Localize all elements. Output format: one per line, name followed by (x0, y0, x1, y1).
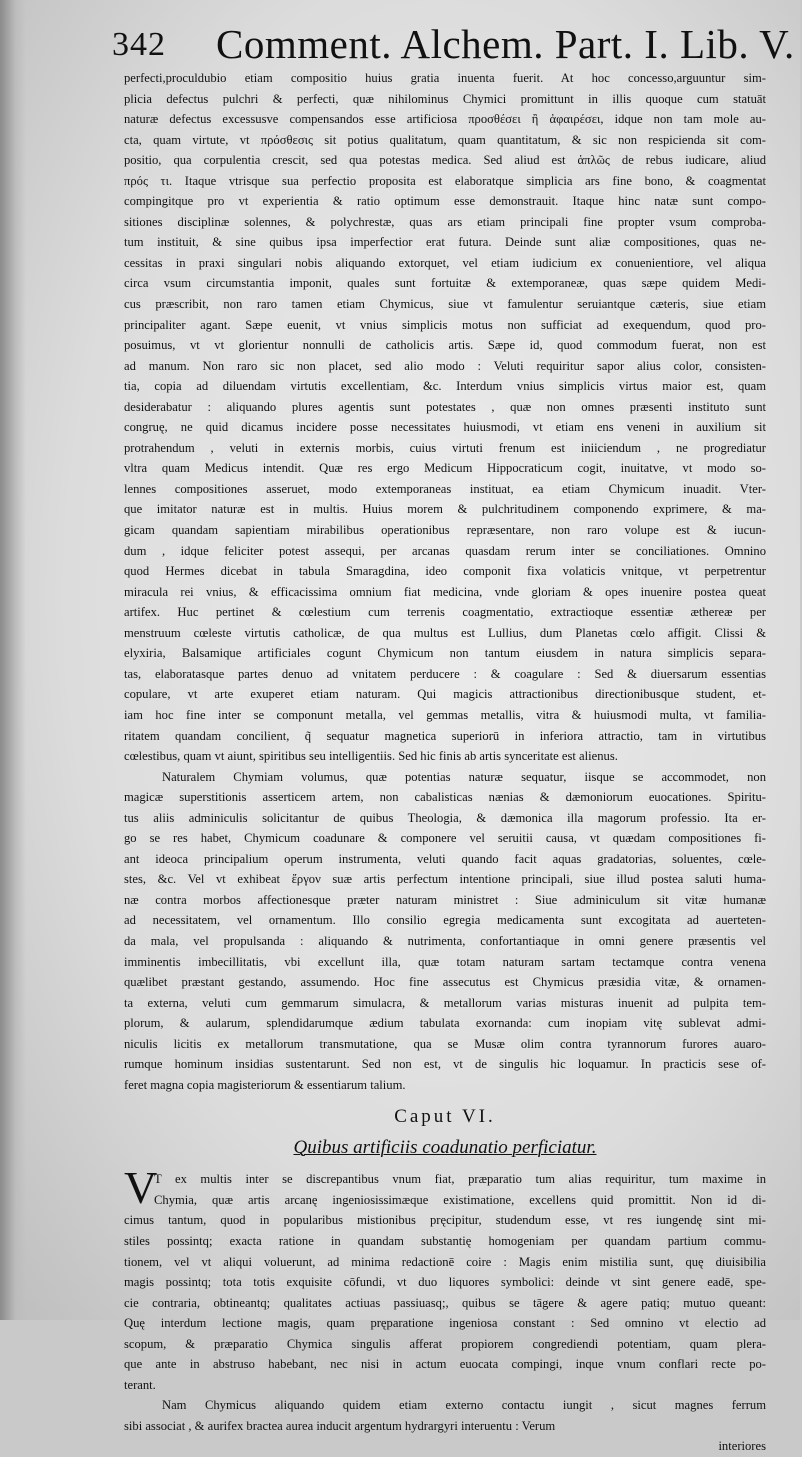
text-line: da mala, vel propulsanda : aliquando & nutrimenta, confortantiaque in omni genere præsentis vel (124, 933, 766, 948)
text-line: feret magna copia magisteriorum & essentiarum talium. (124, 1077, 406, 1092)
text-line: gicam quandam sapientiam mirabilibus operationibus repræsentare, non raro volupe est & iucun- (124, 523, 766, 538)
text-line: Quę interdum lectione magis, quam pręparatione ingeniosa constant : Sed omnino vt electio ad (124, 1316, 766, 1331)
paragraph-4 (124, 1395, 766, 1436)
text-line: Chymia, quæ artis arcanę ingeniosissimæque existimatione, excellens quid promittit. Non id di- (154, 1192, 766, 1207)
text-line: cimus tantum, quod in popularibus mistionibus pręcipitur, studendum esse, vt res iungendę sint mi- (124, 1213, 766, 1228)
text-line: tus aliis adminiculis solicitantur de quibus Theologia, & dæmonica illa magorum professio. Ita er- (124, 810, 766, 825)
text-line: cessitas in praxi singulari nobis aliquando extorquet, vel etiam iudicium ex conuenientiore, vel aliqua (124, 255, 766, 270)
text-line: næ contra morbos affectionesque præter naturam ministret : Siue adminiculum sit vitæ humanæ (124, 892, 766, 907)
text-line: miracula rei vnius, & efficacissima omnium fiat medicina, vnde gloriam & opes inuenire postea queat (124, 584, 766, 599)
text-line: stes, &c. Vel vt exhibeat ἔργον suæ artis perfectum intentione principali, siue illud postea saluti huma- (124, 872, 766, 887)
text-line: dum , idque feliciter potest assequi, per arcanas quasdam rerum inter se conciliationes. Omnino (124, 543, 766, 558)
chapter-title: Caput VI. (394, 1106, 496, 1128)
text-line: tionem, vel vt aliqui voluerunt, ad minima redactionē coire : Magis enim mistilia sunt, quę diuisibilia (124, 1254, 766, 1269)
text-line: que imitator naturæ est in multis. Huius morem & pulchritudinem componendo exprimere, & ma- (124, 502, 766, 517)
paragraph-3 (124, 1162, 766, 1395)
text-line: ad manum. Non raro sic non placet, sed alio modo : Veluti requiritur sapor alius color, consisten- (124, 358, 766, 373)
text-line: desiderabatur : aliquando plures agentis sunt potestates , quæ non omnes præsenti instituto sunt (124, 399, 766, 414)
page-number: 342 (112, 26, 166, 63)
text-line: cus præscribit, non raro tamen etiam Chymicus, siue vt famulentur seruiantque cæteris, siue etiam (124, 297, 766, 312)
text-line: ant ideoca principalium operum instrumenta, veluti quando facit aquas gradatorias, soluentes, cœle- (124, 851, 766, 866)
text-line: perfecti,proculdubio etiam compositio huius gratia inuenta fuerit. At hoc concesso,arguuntur sim- (124, 71, 766, 85)
drop-cap: V (124, 1162, 158, 1214)
text-line: scopum, & præparatio Chymica singulis afferat propiorem congrediendi potentiam, quam plera- (124, 1336, 766, 1351)
text-line: T ex multis inter se discrepantibus vnum fiat, præparatio tum alias requiritur, tum maxime in (154, 1172, 766, 1187)
catchword: interiores (718, 1439, 766, 1454)
text-line: naturæ defectus excessusve compensandos esse artificiosa προσθέσει ἢ ἀφαιρέσει, idque non tam mole au- (124, 112, 766, 127)
text-line: copulare, vt arte exuperet etiam naturam. Qui magicis attractionibus directionibusque student, et- (124, 687, 766, 702)
text-line: ad necessitatem, vel ornamentum. Illo consilio egregia medicamenta sunt excogitata ad auerteten- (124, 913, 766, 928)
paragraph-1 (124, 68, 766, 767)
text-line: imminentis imbecillitatis, vbi excellunt illa, quæ totam naturam sartam tectamque contra venena (124, 954, 766, 969)
text-line: que ante in abstruso habebant, nec nisi in actum euocata compingi, inque vnum conflari recte po- (124, 1357, 766, 1372)
paragraph-2 (124, 767, 766, 1096)
text-line: sitiones disciplinæ solennes, & polychrestæ, quas ars etiam principali fine propter vsum comproba- (124, 214, 766, 229)
text-line: compingitque pro vt experientia & ratio optimum esse demonstrauit. Itaque hinc natæ sunt compo- (124, 194, 766, 209)
text-line: vltra quam Medicus intendit. Quæ res ergo Medicum Hippocraticum cogit, inuitatve, vt modo so- (124, 461, 766, 476)
page-body (124, 68, 766, 1457)
running-head: Comment. Alchem. Part. I. Lib. V. (216, 21, 795, 67)
text-line: tia, copia ad diluendam virtutis excellentiam, &c. Interdum vnius simplicis virtus maior est, quam (124, 379, 766, 394)
text-line: plorum, & aularum, splendidarumque ædium tabulata exornanda: cum inopiam vitę sublevat admi- (124, 1016, 766, 1031)
text-line: principaliter agant. Sæpe euenit, vt vnius simplicis motus non sufficiat ad exequendum, quod pro- (124, 317, 766, 332)
text-line: iam hoc fine inter se componunt metalla, vel gemmas metallis, vitra & huiusmodi multa, vt familia- (124, 707, 766, 722)
text-line: plicia defectus pulchri & perfecti, quæ nihilominus Chymici promittunt in illis quoque cum statuāt (124, 91, 766, 106)
text-line: positio, qua corpulentia crescit, sed qua potestas medica. Sed aliud est ἁπλῶς de rebus iudicare, aliud (124, 153, 766, 168)
text-line: congruę, ne quid dicamus incidere posse necessitates huiusmodi, vt etiam ens veneni in auxilium sit (124, 420, 766, 435)
text-line: ritatem quandam concilient, q̃ sequatur magnetica superiorū in inferiora attractio, tam in virtutibus (124, 728, 766, 743)
text-line: πρός τι. Itaque vtrisque sua perfectio proposita est elaboratque simplicia ars fine bono, & coagmentat (124, 173, 766, 188)
text-line: menstruum cœleste virtutis catholicæ, de qua multus est Lullius, dum Planetas cœlo affigit. Clissi & (124, 625, 766, 640)
text-line: quod Hermes dicebat in tabula Smaragdina, ideo componit fixa volaticis vnitque, vt perpetrentur (124, 564, 766, 579)
text-line: cœlestibus, quam vt aiunt, spiritibus seu intelligentiis. Sed hic finis ab artis synceritate est alienus. (124, 749, 618, 764)
text-line: terant. (124, 1377, 156, 1392)
text-line: niculis licitis ex metallorum transmutatione, qua se Musæ olim contra tyrannorum furores auaro- (124, 1036, 766, 1051)
text-line: magis possintq; tota totis exquisite cōfundi, vt duo liquores symbolici: deinde vt sint genere eadē, spe- (124, 1275, 766, 1290)
text-line: artifex. Huc pertinet & cœlestium cum terrenis coagmentatio, extractioque essentiæ æthereæ per (124, 605, 766, 620)
text-line: elyxiria, Balsamique artificiales cogunt Chymicum non tantum eiusdem in natura simplicis separa- (124, 646, 766, 661)
text-line: rumque hominum insidias sustentarunt. Sed non est, vt de singulis hic loquamur. In practicis sese of- (124, 1057, 766, 1072)
text-line: Nam Chymicus aliquando quidem etiam externo contactu iungit , sicut magnes ferrum (162, 1398, 766, 1413)
text-line: circa vsum circumstantia imponit, quales sunt fortuitæ & extemporaneæ, quas sæpe quidem Medi- (124, 276, 766, 291)
text-line: Naturalem Chymiam volumus, quæ potentias naturæ sequatur, iisque se accommodet, non (162, 769, 766, 784)
chapter-subtitle: Quibus artificiis coadunatio perficiatur. (293, 1137, 597, 1159)
text-line: cta, quam virtute, vt πρόσθεσις sit potius qualitatum, quam quantitatum, & sic non respicienda sit com- (124, 132, 766, 147)
page-header (112, 20, 802, 68)
page-gutter-shadow (0, 0, 26, 1320)
text-line: protrahendum , veluti in externis morbis, cuius virtuti frenum est iniiciendum , ne progrediatur (124, 440, 766, 455)
text-line: posuimus, vt vt glorientur nonnulli de catholicis artis. Sæpe id, quod commodum fuerat, non est (124, 338, 766, 353)
text-line: quælibet præstant gestando, assumendo. Hoc fine assecutus est Chymicus præsidia vitæ, & ornamen- (124, 975, 766, 990)
text-line: tum instituit, & sine quibus ipsa imperfectior erat futura. Deinde sunt aliæ compositiones, quas ne- (124, 235, 766, 250)
text-line: go se res habet, Chymicum coadunare & componere vel seruitii causa, vt quædam compositiones fi- (124, 831, 766, 846)
text-line: magicæ superstitionis asserticem artem, non cabalisticas nænias & dæmoniorum euocationes. Spiritu- (124, 790, 766, 805)
text-line: ta externa, veluti cum gemmarum simulacra, & metallorum varias misturas inuenit ad pulpita tem- (124, 995, 766, 1010)
text-line: sibi associat , & aurifex bractea aurea inducit argentum hydrargyri interuentu : Verum (124, 1418, 556, 1433)
text-line: lennes compositiones asseruet, modo extemporaneas instituat, ea etiam Chymicum inuadit. Vter- (124, 481, 766, 496)
text-line: cie contraria, obtineantq; qualitates actiuas passiuasq;, quibus se tāgere & agere patiq; mutuo queant: (124, 1295, 766, 1310)
text-line: tas, elaboratasque partes denuo ad vnitatem perducere : & coagulare : Sed & diuersarum essentias (124, 666, 766, 681)
text-line: stiles possintq; exacta ratione in quandam substantię homogeniam per quandam partium commu- (124, 1233, 766, 1248)
